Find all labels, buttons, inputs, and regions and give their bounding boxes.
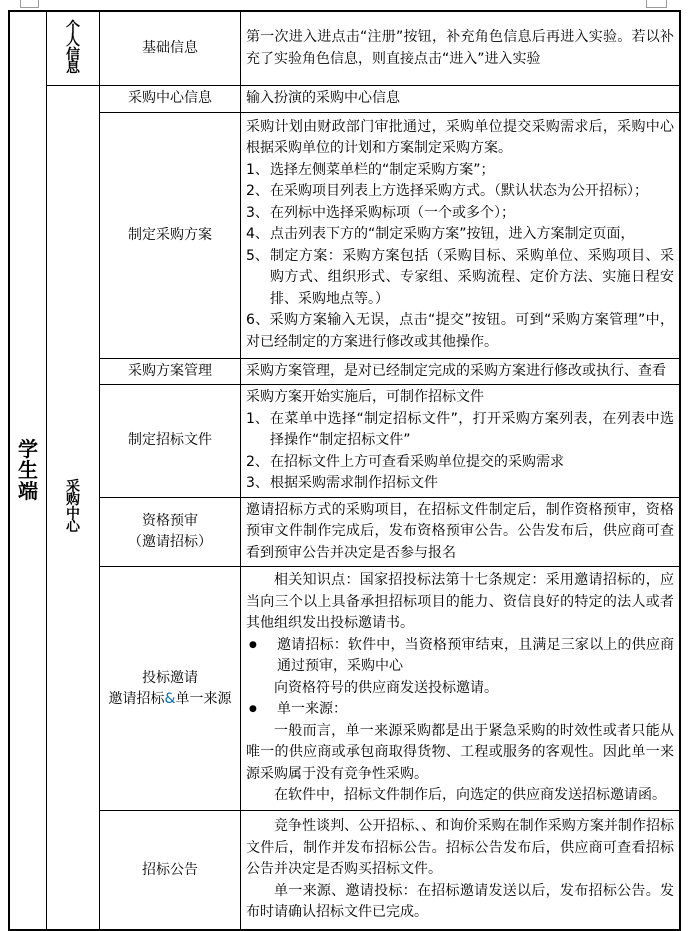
root-label-char: 端 [18,479,38,503]
item-text: 在招标文件上方可查看采购单位提交的采购需求 [270,453,564,470]
paragraph: 单一来源、邀请投标：在招标邀请发送以后，发布招标公告。发布时请确认招标文件已完成。 [246,882,674,921]
paragraph: 邀请招标方式的采购项目，在招标文件制定后，制作资格预审，资格预审文件制作完成后，发布资格预审公告。公告发布后，供应商可查看到预审公告并决定是否参与报名 [246,501,674,561]
bullet-icon: ● [249,704,257,715]
row-desc-prequalification [241,498,679,568]
numbered-item [246,160,674,182]
row-label-basic-info [100,12,241,86]
group-label-char: 个 [66,19,80,36]
row-label-line: 基础信息 [142,40,198,56]
numbered-item [246,246,674,311]
item-text: 根据采购需求制作招标文件 [270,475,438,491]
cell-root-label-student-side [10,12,47,929]
item-number: 1、 [246,161,269,178]
row-desc-make-procurement-plan [241,113,679,359]
paragraph: 在软件中，招标文件制作后，向选定的供应商发送招标邀请函。 [274,787,666,804]
root-label-char: 学 [18,437,38,461]
group-label-char: 心 [66,519,80,535]
row-desc-bid-invitation [241,567,679,811]
item-text: 在采购项目列表上方选择采购方式。（默认状态为公开招标）； [270,183,648,200]
ampersand-highlight: & [164,690,176,707]
cell-group-label-procurement-center [47,86,100,929]
table-grid [10,12,679,929]
row-label-bid-invitation [100,567,241,811]
row-label-line: （邀请招标） [128,533,212,550]
row-desc-make-bid-document [241,385,679,498]
row-label-prequalification [100,498,241,568]
numbered-item [246,181,674,203]
row-desc-plan-management [241,359,679,386]
root-label-char: 生 [18,458,38,482]
paragraph: 向资格符号的供应商发送投标邀请。 [274,679,498,696]
row-label-line: 制定采购方案 [128,226,212,243]
row-label-make-procurement-plan [100,113,241,359]
item-number: 4、 [246,226,269,243]
item-number: 2、 [246,183,269,200]
row-label-line: 邀请招标&单一来源 [108,690,232,707]
item-number: 3、 [246,204,269,221]
bullet-item [246,699,674,721]
group-label-char: 息 [66,60,80,76]
bullet-icon: ● [249,639,257,650]
bullet-item [246,635,674,678]
paragraph: 6、采购方案输入无误，点击“提交”按钮。可到“采购方案管理”中，对已经制定的方案进行修改或其他操作。 [246,312,674,350]
paragraph: 采购方案开始实施后，可制作招标文件 [246,389,484,405]
numbered-item [246,409,674,452]
numbered-item [246,452,674,474]
item-number: 5、 [246,247,269,264]
paragraph: 竞争性谈判、公开招标、、和询价采购在制作采购方案并制作招标文件后，制作并发布招标公告。招标公告发布后，供应商可查看招标公告并决定是否购买招标文件。 [246,818,674,878]
item-number: 2、 [246,453,269,470]
page-edge-artifact-left [20,0,39,8]
item-number: 1、 [246,410,269,427]
group-label-char: 购 [66,492,80,508]
group-label-char: 采 [66,478,80,495]
group-label-char: 信 [66,46,80,63]
item-number: 3、 [246,475,269,491]
cell-group-label-personal-info [47,12,100,86]
page-edge-artifact-right [646,0,667,8]
row-desc-bid-announcement [241,811,679,929]
paragraph: 输入扮演的采购中心信息 [246,90,400,106]
row-label-bid-announcement [100,811,241,929]
paragraph: 采购计划由财政部门审批通过，采购单位提交采购需求后，采购中心根据采购单位的计划和方案制定采购方案。 [246,118,674,157]
row-label-center-info [100,86,241,113]
item-text: 邀请招标：软件中，当资格预审结束，且满足三家以上的供应商通过预审，采购中心 [277,636,674,675]
numbered-item [246,203,674,225]
numbered-item [246,473,674,495]
paragraph: 相关知识点：国家招投标法第十七条规定：采用邀请招标的，应当向三个以上具备承担招标项目的能力、资信良好的特定的法人或者其他组织发出投标邀请书。 [246,572,674,632]
item-text: 选择左侧菜单栏的“制定采购方案”； [270,161,495,178]
item-text: 单一来源： [277,701,347,718]
procurement-guide-table [8,10,681,931]
row-label-plan-management [100,359,241,386]
numbered-item [246,224,674,246]
row-label-line: 招标公告 [142,861,198,878]
row-label-line: 采购方案管理 [128,362,212,379]
row-label-line: 制定招标文件 [128,432,212,449]
paragraph: 一般而言，单一来源采购都是出于紧急采购的时效性或者只能从唯一的供应商或承包商取得货物、工程或服务的客观性。因此单一来源采购属于没有竞争性采购。 [246,722,674,782]
row-label-make-bid-document [100,385,241,498]
row-label-line: 投标邀请 [142,669,198,686]
row-desc-basic-info [241,12,679,86]
item-text: 制定方案：采购方案包括（采购目标、采购单位、采购项目、采购方式、组织形式、专家组、采购流程、定价方法、实施日程安排、采购地点等。） [270,247,674,307]
item-text: 在列标中选择采购标项（一个或多个）； [270,204,515,221]
row-label-line: 采购中心信息 [128,90,212,107]
paragraph: 采购方案管理，是对已经制定完成的采购方案进行修改或执行、查看 [246,362,666,379]
paragraph: 第一次进入进点击“注册”按钮，补充角色信息后再进入实验。若以补充了实验角色信息，则直接点击“进入”进入实验 [246,29,674,67]
row-label-line: 资格预审 [142,512,198,529]
item-text: 在菜单中选择“制定招标文件”，打开采购方案列表，在列表中选择操作“制定招标文件” [270,410,674,448]
group-label-char: 人 [66,33,80,49]
group-label-char: 中 [66,505,80,522]
item-text: 点击列表下方的“制定采购方案”按钮，进入方案制定页面， [270,226,635,243]
row-desc-center-info [241,86,679,113]
